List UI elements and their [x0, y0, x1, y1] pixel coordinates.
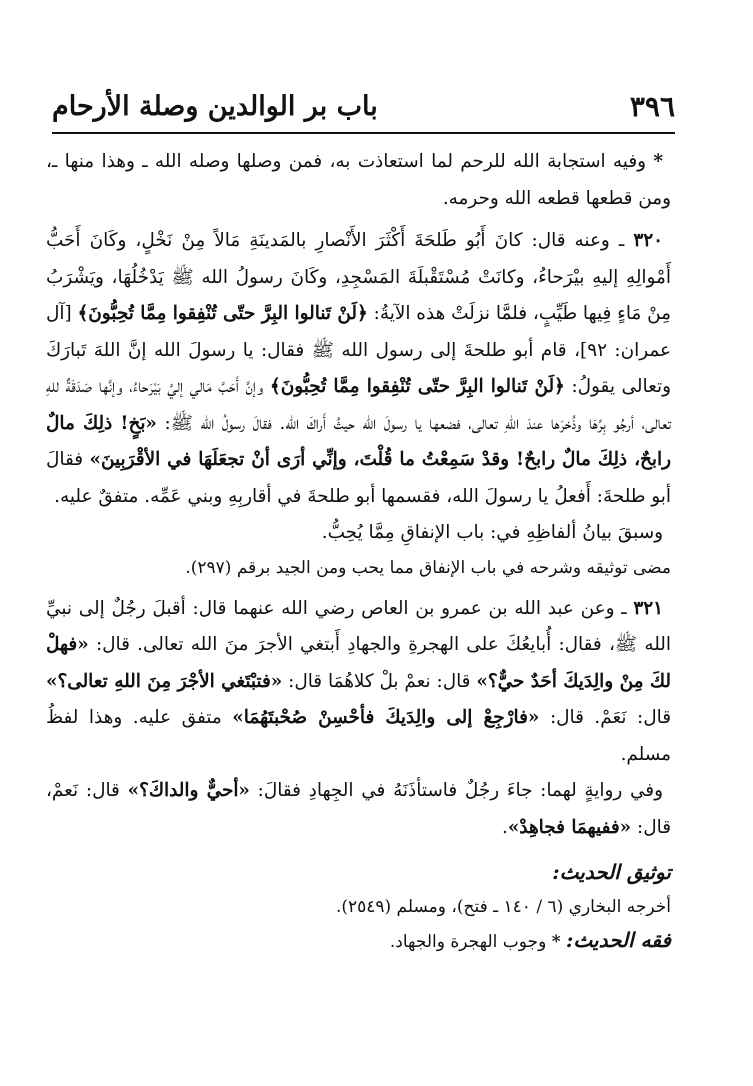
hadith-number: ٣٢٠ — [633, 230, 663, 251]
prophetic-quote: «فارْجِعْ إلى والِدَيكَ فأحْسِنْ صُحْبتَهُمَا» — [232, 707, 540, 728]
bullet-star: * — [653, 151, 663, 172]
page-number: ٣٩٦ — [629, 89, 675, 123]
hadith-text: وإنَّ أَحَبَّ مَالي إليَّ بَيْرَحاءُ، وإنَّها صَدَقَةٌ للهِ تعالى، أرجُو بِرَّهَا وذُخرَها عندَ اللهِ تعالى، فضعها يا رسولَ الله حيثُ أَراكَ الله. فقالَ رسولُ الله ﷺ: — [46, 376, 671, 434]
prophetic-quote: «فتبْتَغي الأجْرَ مِنَ اللهِ تعالى؟» — [46, 670, 283, 692]
intro-paragraph — [46, 144, 671, 217]
intro-text: وفيه استجابة الله للرحم لما استعاذت به، فمن وصلها وصله الله ـ وهذا منها ـ، ومن قطعها قطعه الله وحرمه. — [46, 151, 671, 209]
hadith-text: ـ وعنه قال: كانَ أَبُو طَلحَةَ أَكْثَرَ الأَنْصارِ بالمَدينَةِ مَالاً مِنْ نَخْلٍ، وكَانَ أَحَبُّ أَمْوالِهِ إليهِ بيْرَحاءُ، وكانَتْ مُسْتَقْبلَةَ المَسْجِدِ، وكَانَ رسولُ الله ﷺ يَدْخُلُهَا، ويَشْرَبُ مِنْ مَاءٍ فِيها طَيِّبٍ، فلمَّا نزلَتْ هذه الآيةُ: — [46, 230, 671, 324]
chapter-title: باب بر الوالدين وصلة الأرحام — [52, 90, 378, 122]
hadith-text: ـ وعن عبد الله بن عمرو بن العاص رضي الله عنهما قال: أقبلَ رجُلٌ إلى نبيِّ الله ﷺ، فقال: أُبايعُكَ على الهجرةِ والجهادِ أَبتغي الأجرَ منَ الله تعالى. قال: — [46, 597, 671, 655]
hadith-text: قال: نَعَمْ. قال: — [549, 707, 671, 728]
prophetic-quote: «أحيٌّ والداكَ؟» — [127, 780, 250, 801]
takhrij-text: أخرجه البخاري (٦ / ١٤٠ ـ فتح)، ومسلم (٢٥٤٩). — [335, 896, 671, 917]
hadith-320 — [46, 223, 671, 515]
bullet-star: * — [551, 931, 561, 952]
hadith-320-note: وسبقَ بيانُ ألفاظِهِ في: باب الإنفاقِ مِمَّا يُحِبُّ. — [321, 522, 663, 543]
riwaya-end: . — [501, 816, 508, 838]
hadith-320-footnote: مضى توثيقه وشرحه في باب الإنفاق مما يحب ومن الجيد برقم (٢٩٧). — [185, 557, 671, 578]
hadith-text: متفق عليه. وهذا لفظُ مسلم. — [46, 707, 671, 765]
riwaya-text: وفي روايةٍ لهما: جاءَ رجُلٌ فاستأذَنَهُ في الجِهادِ فقالَ: — [257, 780, 663, 801]
fiqh-text: وجوب الهجرة والجهاد. — [389, 931, 547, 952]
hadith-text: فقالَ أبو طلحةَ: أَفعلُ يا رسولَ الله، فقسمها أبو طلحةَ في أقاربِهِ وبني عَمِّه. متفقٌ عليه. — [46, 449, 671, 507]
hadith-text: قال: نعمْ بلْ كلاهُمَا قال: — [288, 670, 471, 692]
prophetic-quote: «ففيهمَا فجاهِدْ» — [507, 816, 632, 838]
hadith-321 — [46, 591, 671, 774]
quran-quote: ﴿لَنْ تَنالوا البِرَّ حتّى تُنْفِقوا مِمَّا تُحِبُّونَ﴾ — [77, 303, 368, 324]
hadith-text: [آل عمران: ٩٢]، قام أبو طلحةَ إلى رسول الله ﷺ فقال: يا رسولَ الله إنَّ اللهَ تَبارَكَ وتعالى يقولُ: — [46, 303, 671, 397]
riwaya-text: قال: نَعمْ، قال: — [46, 780, 671, 838]
takhrij-heading: توثيق الحديث: — [552, 860, 671, 884]
hadith-number: ٣٢١ — [633, 597, 663, 619]
prophetic-quote: «بَخٍ! ذلِكَ مالٌ رابحٌ، ذلِكَ مالٌ رابحٌ! وقدْ سَمِعْتُ ما قُلْتَ، وإنِّي أرَى أنْ تجعَلَهَا في الأقْرَبِينَ» — [46, 412, 671, 470]
fiqh-paragraph — [46, 924, 671, 959]
prophetic-quote: «فهلْ لكَ مِنْ والِدَيكَ أحَدٌ حيٌّ؟» — [46, 634, 671, 692]
page-header — [52, 80, 675, 134]
page-body — [46, 144, 671, 959]
fiqh-heading: فقه الحديث: — [565, 927, 671, 952]
hadith-321-riwaya — [46, 773, 671, 846]
quran-quote: ﴿لَنْ تَنالوا البِرَّ حتّى تُنْفِقوا مِمَّا تُحِبُّونَ﴾ — [269, 376, 565, 397]
